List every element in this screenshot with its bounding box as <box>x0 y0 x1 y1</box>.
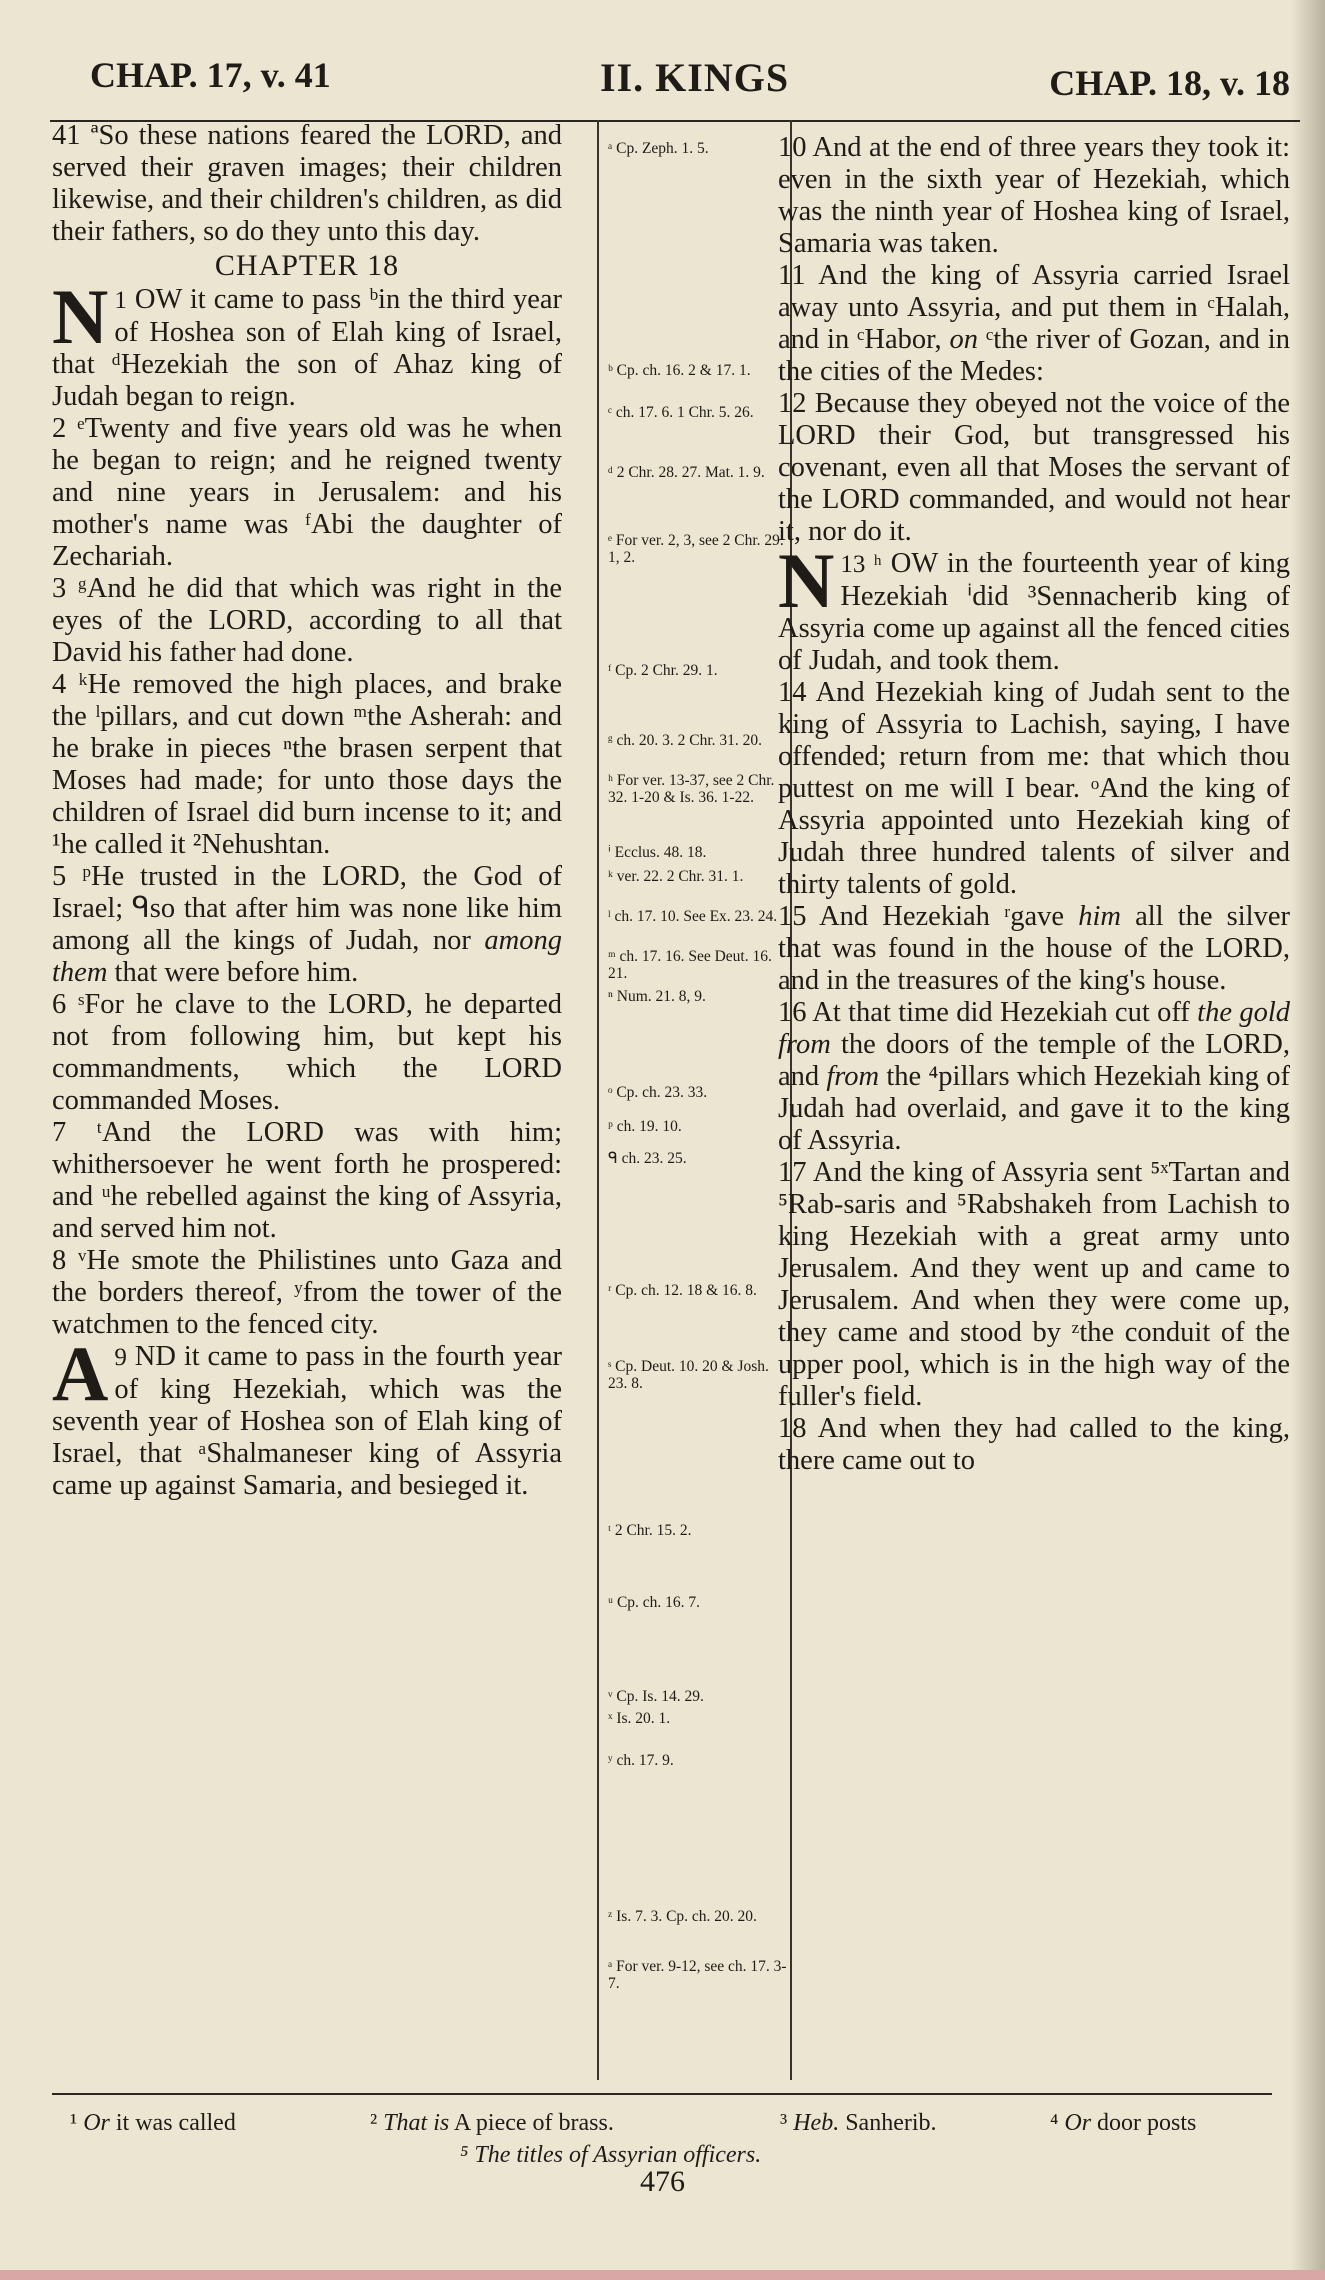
margin-ref: ᵘ Cp. ch. 16. 7. <box>608 1594 701 1611</box>
footnote-5: ⁵ The titles of Assyrian officers. <box>460 2142 762 2168</box>
footnote-3 <box>780 2110 937 2137</box>
verse-text: ᶜthe river of Gozan, and in the cities of the Medes: <box>778 324 1290 387</box>
margin-ref: ᵉ For ver. 2, 3, see 2 Chr. 29. 1, 2. <box>608 532 784 566</box>
drop-cap: A <box>52 1330 109 1417</box>
footnote-marker: ¹ <box>70 2110 78 2136</box>
verse-18-12: 12 Because they obeyed not the voice of the LORD their God, but transgressed his covenant, even all that Moses the servant of the LORD commanded, and would not hear it, nor do it. <box>778 388 1290 547</box>
margin-ref: ᑫ ch. 23. 25. <box>608 1150 687 1167</box>
running-head-left: CHAP. 17, v. 41 <box>90 55 331 95</box>
footnotes <box>70 2102 1270 2172</box>
verse-18-9 <box>52 1330 563 1502</box>
verse-text: 11 And the king of Assyria carried Israel away unto Assyria, and put them in ᶜHalah, and in ᶜHabor, <box>778 260 1290 355</box>
verse-18-3: 3 ᵍAnd he did that which was right in the eyes of the LORD, according to all that David his father had done. <box>52 573 562 668</box>
margin-ref: ᵍ ch. 20. 3. 2 Chr. 31. 20. <box>608 732 763 749</box>
running-head-right: CHAP. 18, v. 18 <box>1049 63 1290 103</box>
margin-ref: ᵒ Cp. ch. 23. 33. <box>608 1084 708 1101</box>
footnote-italic: Or <box>83 2110 110 2136</box>
verse-number: 1 <box>114 287 127 314</box>
footnote-rule <box>52 2093 1272 2095</box>
verse-18-18: 18 And when they had called to the king, there came out to <box>778 1413 1290 1476</box>
verse-18-15 <box>778 901 1290 997</box>
margin-ref: ᶠ Cp. 2 Chr. 29. 1. <box>608 662 718 679</box>
verse-text: 5 ᵖHe trusted in the LORD, the God of Israel; ᑫso that after him was none like him among all the kings of Judah, nor <box>52 861 562 956</box>
footnote-text: door posts <box>1091 2110 1197 2136</box>
verse-text: the doors of the temple of the LORD, and <box>778 1029 1290 1092</box>
margin-ref: ᵈ 2 Chr. 28. 27. Mat. 1. 9. <box>608 464 765 481</box>
footnote-marker: ² <box>370 2110 378 2136</box>
verse-18-8: 8 ᵛHe smote the Philistines unto Gaza and the borders thereof, ʸfrom the tower of the watchmen to the fenced city. <box>52 1245 562 1340</box>
margin-ref: ˣ Is. 20. 1. <box>608 1710 671 1727</box>
margin-ref: ⁿ Num. 21. 8, 9. <box>608 988 706 1005</box>
verse-italic: on <box>949 324 979 355</box>
margin-ref: ᶜ ch. 17. 6. 1 Chr. 5. 26. <box>608 404 754 421</box>
footnote-1 <box>70 2110 236 2137</box>
footnote-marker: ⁴ <box>1050 2110 1059 2136</box>
chapter-heading: CHAPTER 18 <box>214 249 400 282</box>
verse-italic: from <box>826 1061 880 1092</box>
page-number: 476 <box>640 2165 685 2198</box>
verse-text: OW in the fourteenth year of king Hezekiah ⁱdid ³Sennacherib king of Assyria come up against all the fenced cities of Judah, and took them. <box>778 548 1290 676</box>
footnote-text: A piece of brass. <box>449 2110 614 2136</box>
margin-ref: ᵖ ch. 19. 10. <box>608 1118 682 1135</box>
verse-number: 9 <box>114 1344 127 1371</box>
margin-ref: ᵇ Cp. ch. 16. 2 & 17. 1. <box>608 362 751 379</box>
margin-ref: ᵗ 2 Chr. 15. 2. <box>608 1522 692 1539</box>
drop-cap: N <box>52 273 109 360</box>
margin-ref: ˡ ch. 17. 10. See Ex. 23. 24. <box>608 908 778 925</box>
running-head <box>90 48 1290 108</box>
verse-text: ND it came to pass in the fourth year of king Hezekiah, which was the seventh year of Hoshea son of Elah king of Israel, that ᵃShalmaneser king of Assyria came up against Samaria, and besieged it. <box>52 1341 563 1501</box>
footnote-italic: Heb. <box>793 2110 840 2136</box>
footnote-2 <box>370 2110 614 2137</box>
verse-18-14: 14 And Hezekiah king of Judah sent to the king of Assyria to Lachish, saying, I have offended; return from me: that which thou puttest on me will I bear. ᵒAnd the king of Assyria appointed unto Hezekiah king of Judah three hundred talents of silver and thirty talents of gold. <box>778 677 1290 900</box>
verse-18-7: 7 ᵗAnd the LORD was with him; whithersoever he went forth he prospered: and ᵘhe rebelled against the king of Assyria, and served him not. <box>52 1117 562 1244</box>
verse-text: that were before him. <box>107 957 359 988</box>
verse-18-1 <box>52 273 563 413</box>
margin-ref: ʸ ch. 17. 9. <box>608 1752 674 1769</box>
verse-18-4: 4 ᵏHe removed the high places, and brake the ˡpillars, and cut down ᵐthe Asherah: and he brake in pieces ⁿthe brasen serpent that Moses had made; for unto those days the children of Israel did burn incense to it; and ¹he called it ²Nehushtan. <box>52 669 562 860</box>
margin-references <box>608 132 788 2082</box>
verse-18-17: 17 And the king of Assyria sent ⁵ˣTartan and ⁵Rab-saris and ⁵Rabshakeh from Lachish to king Hezekiah with a great army unto Jerusalem. And they went up and came to Jerusalem. And when they were come up, they came and stood by ᶻthe conduit of the upper pool, which is in the high way of the fuller's field. <box>778 1157 1290 1412</box>
verse-text: all the silver that was found in the house of the LORD, and in the treasures of the king's house. <box>778 901 1290 996</box>
verse-17-41: 41 ªSo these nations feared the LORD, and served their graven images; their children likewise, and their children's children, as did their fathers, so do they unto this day. <box>52 120 562 247</box>
footnote-text: Sanherib. <box>839 2110 937 2136</box>
verse-18-16 <box>778 997 1290 1157</box>
margin-ref: ʳ Cp. ch. 12. 18 & 16. 8. <box>608 1282 757 1299</box>
margin-ref: ʰ For ver. 13-37, see 2 Chr. 32. 1-20 & Is. 36. 1-22. <box>608 772 775 806</box>
footnote-marker: ³ <box>780 2110 788 2136</box>
footnote-italic: That is <box>383 2110 450 2136</box>
spine-shadow <box>1291 0 1325 2280</box>
margin-ref: ˢ Cp. Deut. 10. 20 & Josh. 23. 8. <box>608 1358 769 1392</box>
footnote-text: it was called <box>109 2110 236 2136</box>
verse-18-13 <box>778 537 1290 677</box>
margin-ref: ᵃ For ver. 9-12, see ch. 17. 3-7. <box>608 1958 787 1992</box>
right-text-column <box>778 132 1290 1477</box>
verse-text: 16 At that time did Hezekiah cut off <box>778 997 1198 1028</box>
verse-18-6: 6 ˢFor he clave to the LORD, he departed not from following him, but kept his commandments, which the LORD commanded Moses. <box>52 989 562 1116</box>
margin-ref: ᵐ ch. 17. 16. See Deut. 16. 21. <box>608 948 772 982</box>
footnote-italic: Or <box>1064 2110 1092 2136</box>
verse-18-2: 2 ᵉTwenty and five years old was he when he began to reign; and he reigned twenty and nine years in Jerusalem: and his mother's name was ᶠAbi the daughter of Zechariah. <box>52 413 562 572</box>
verse-text: OW it came to pass ᵇin the third year of Hoshea son of Elah king of Israel, that ᵈHezekiah the son of Ahaz king of Judah began to reign. <box>52 284 563 412</box>
verse-18-5 <box>52 861 562 989</box>
left-text-column <box>52 120 562 1502</box>
verse-italic: among them <box>52 925 562 988</box>
verse-text: the ⁴pillars which Hezekiah king of Judah had overlaid, and gave it to the king of Assyria. <box>778 1061 1290 1156</box>
page-edge <box>0 2270 1325 2280</box>
margin-ref: ᵃ Cp. Zeph. 1. 5. <box>608 140 709 157</box>
verse-18-11 <box>778 260 1290 388</box>
verse-number: 13 ʰ <box>840 551 882 578</box>
verse-italic: the gold from <box>778 997 1290 1060</box>
column-rule-left <box>597 120 599 2080</box>
margin-ref: ᵛ Cp. Is. 14. 29. <box>608 1688 704 1705</box>
verse-18-10: 10 And at the end of three years they took it: even in the sixth year of Hezekiah, which was the ninth year of Hoshea king of Israel, Samaria was taken. <box>778 132 1290 259</box>
footnote-4 <box>1050 2110 1196 2137</box>
margin-ref: ᵏ ver. 22. 2 Chr. 31. 1. <box>608 868 744 885</box>
margin-ref: ⁱ Ecclus. 48. 18. <box>608 844 707 861</box>
verse-italic: him <box>1078 901 1121 932</box>
running-head-book: II. KINGS <box>600 55 790 100</box>
margin-ref: ᶻ Is. 7. 3. Cp. ch. 20. 20. <box>608 1908 757 1925</box>
verse-text: 15 And Hezekiah ʳgave <box>778 901 1079 932</box>
drop-cap: N <box>778 537 835 624</box>
